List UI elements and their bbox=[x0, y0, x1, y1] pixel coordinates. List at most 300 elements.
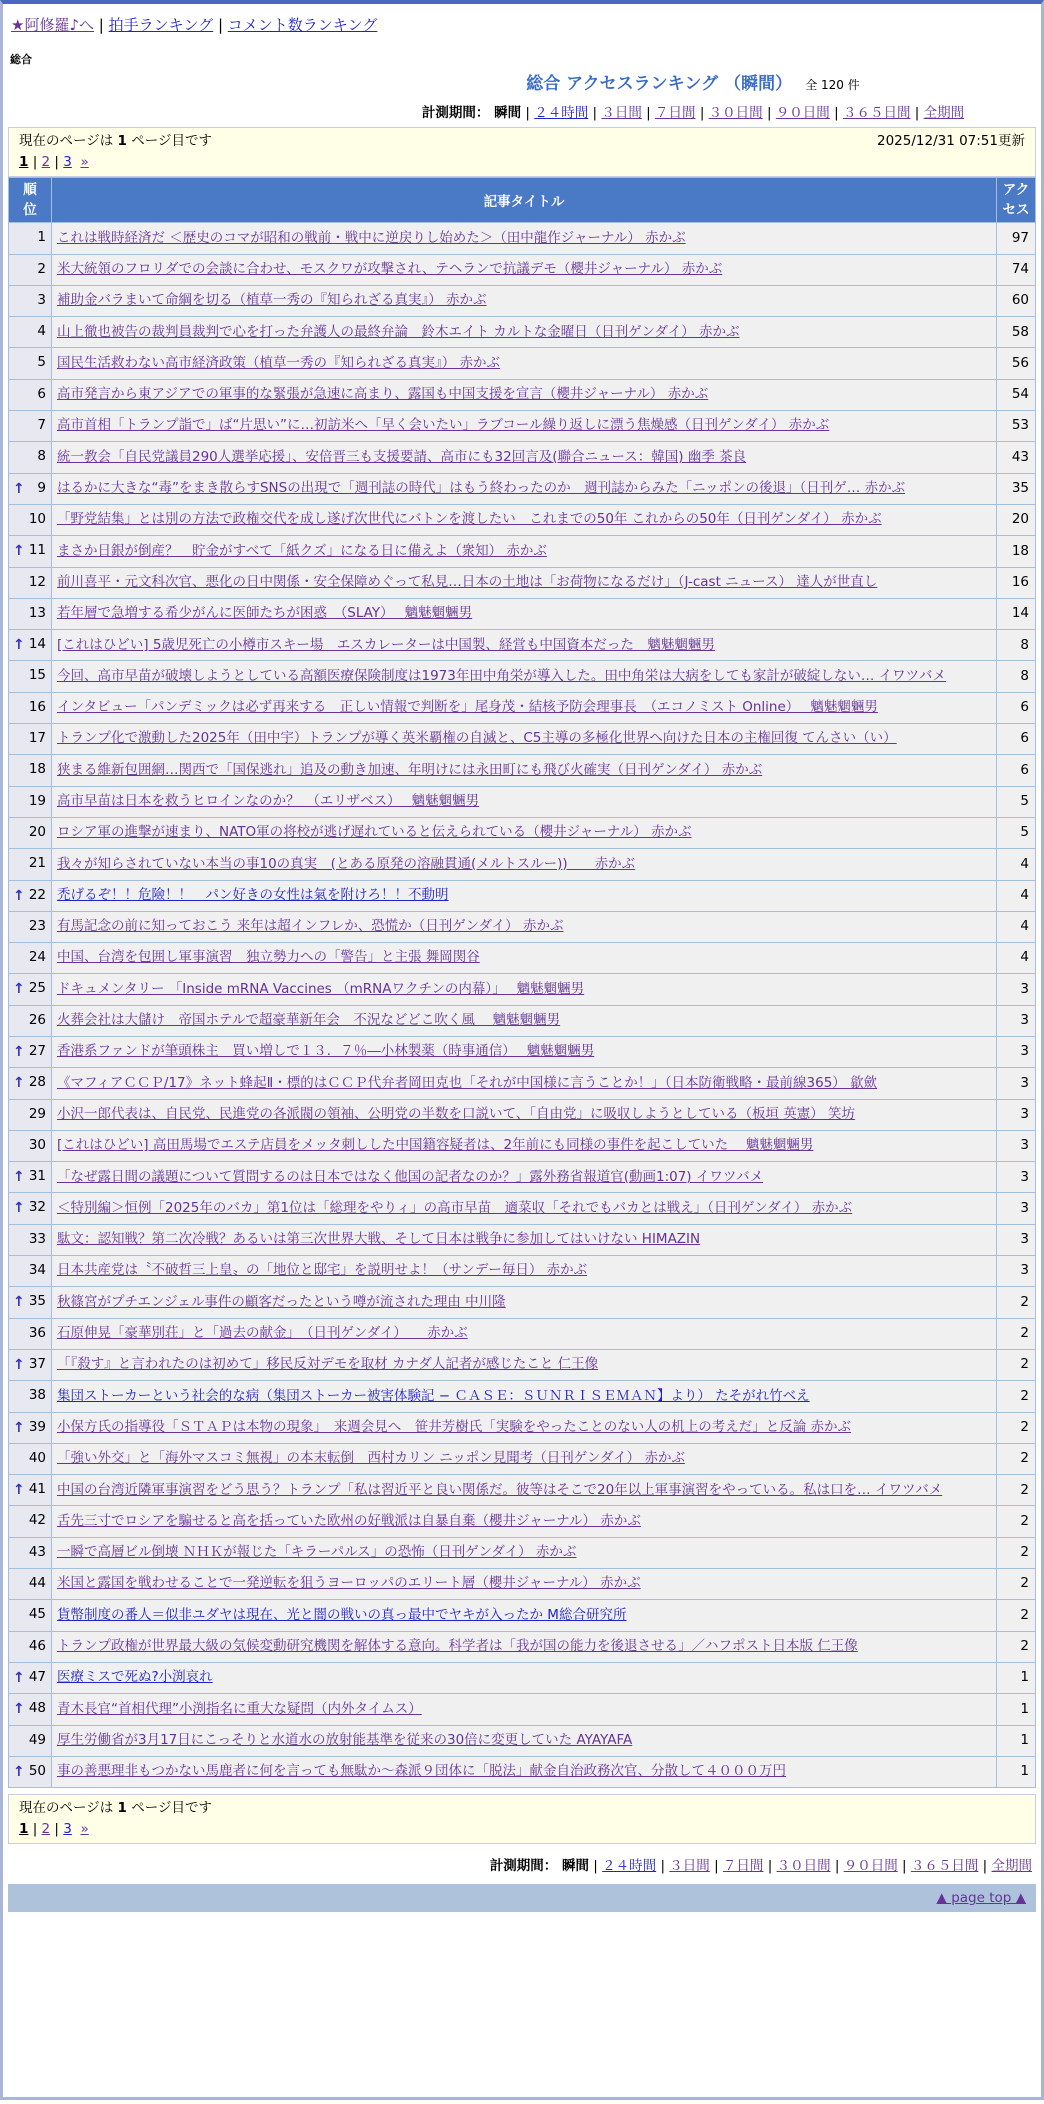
table-row bbox=[9, 1037, 1036, 1068]
rank-number: 36 bbox=[28, 1324, 46, 1341]
page-info-box-bottom bbox=[8, 1794, 1036, 1844]
table-row bbox=[9, 1068, 1036, 1099]
table-row bbox=[9, 1569, 1036, 1600]
table-row bbox=[9, 661, 1036, 692]
access-count: 3 bbox=[997, 1037, 1036, 1068]
rank-number: 17 bbox=[28, 730, 46, 747]
pagination-page-link[interactable]: » bbox=[80, 1821, 89, 1838]
rank-cell bbox=[9, 1224, 52, 1255]
rank-number: 41 bbox=[28, 1481, 46, 1498]
table-row bbox=[9, 692, 1036, 723]
article-title-link[interactable]: これは戦時経済だ ＜歴史のコマが昭和の戦前・戦中に逆戻りし始めた＞（田中龍作ジャーナル） 赤かぶ bbox=[57, 229, 686, 246]
access-count: 43 bbox=[997, 442, 1036, 473]
rank-cell bbox=[9, 1506, 52, 1537]
rank-number: 46 bbox=[28, 1637, 46, 1654]
pagination-page-link[interactable]: » bbox=[80, 153, 89, 170]
rank-cell bbox=[9, 817, 52, 848]
rank-up-icon: ↑ bbox=[13, 480, 25, 497]
title-cell bbox=[52, 348, 997, 379]
article-title-link[interactable]: 貨幣制度の番人＝似非ユダヤは現在、光と闇の戦いの真っ最中でヤキが入ったか M総合研究所 bbox=[57, 1606, 627, 1623]
article-title-link[interactable]: トランプ政権が世界最大級の気候変動研究機関を解体する意向。科学者は「我が国の能力を後退させる」／ハフポスト日本版 仁王像 bbox=[57, 1638, 858, 1654]
rank-cell bbox=[9, 1631, 52, 1662]
rank-up-icon: ↑ bbox=[13, 1669, 25, 1686]
table-row bbox=[9, 1662, 1036, 1693]
title-cell bbox=[52, 1506, 997, 1537]
article-title-link[interactable]: 「強い外交」と「海外マスコミ無視」の本末転倒 西村カリン ニッポン見聞考（日刊ゲンダイ） 赤かぶ bbox=[57, 1450, 685, 1467]
pagination-page-link[interactable]: 3 bbox=[63, 153, 72, 170]
access-count: 60 bbox=[997, 285, 1036, 316]
article-title-link[interactable]: 米大統領のフロリダでの会談に合わせ、モスクワが攻撃され、テヘランで抗議デモ（櫻井ジャーナル） 赤かぶ bbox=[57, 260, 723, 277]
title-cell bbox=[52, 536, 997, 567]
separator: | bbox=[978, 1857, 992, 1874]
access-count: 1 bbox=[997, 1694, 1036, 1725]
rank-up-icon: ↑ bbox=[13, 543, 25, 560]
rank-up-icon: ↑ bbox=[13, 1701, 25, 1718]
title-cell bbox=[52, 1099, 997, 1130]
period-link[interactable]: ３６５日間 bbox=[910, 1857, 979, 1874]
article-title-link[interactable]: はるかに大きな“毒”をまき散らすSNSの出現で「週刊誌の時代」はもう終わったのか 週刊誌からみた「ニッポンの後退」（日刊ゲ… 赤かぶ bbox=[57, 480, 906, 497]
article-title-link[interactable]: 集団ストーカーという社会的な病（集団ストーカー被害体験記 − ＣＡＳＥ：ＳＵＮＲＩＳＥＭＡＮ】より） たそがれ竹ベえ bbox=[57, 1387, 810, 1404]
title-cell bbox=[52, 1005, 997, 1036]
table-row bbox=[9, 1475, 1036, 1506]
rank-number: 20 bbox=[28, 823, 46, 840]
period-link[interactable]: 全期間 bbox=[923, 105, 965, 121]
rank-number: 37 bbox=[28, 1355, 46, 1372]
article-title-link[interactable]: 事の善悪理非もつかない馬鹿者に何を言っても無駄か〜森派９団体に「脱法」献金自治政務次官、分散して４０００万円 bbox=[57, 1763, 786, 1780]
separator: | bbox=[656, 1857, 670, 1874]
separator: | bbox=[829, 105, 843, 121]
rank-cell bbox=[9, 1318, 52, 1349]
rank-number: 11 bbox=[28, 542, 46, 559]
article-title-link[interactable]: 高市早苗は日本を救うヒロインなのか？ （エリザベス） 魑魅魍魎男 bbox=[57, 792, 480, 809]
access-count: 56 bbox=[997, 348, 1036, 379]
article-title-link[interactable]: ドキュメンタリー 「Inside mRNA Vaccines （mRNAワクチンの内幕）」 魑魅魍魎男 bbox=[57, 980, 585, 997]
access-count: 3 bbox=[997, 1068, 1036, 1099]
table-row bbox=[9, 974, 1036, 1005]
rank-number: 13 bbox=[28, 604, 46, 621]
title-cell bbox=[52, 1756, 997, 1787]
article-title-link[interactable]: ＜特別編＞恒例「2025年のバカ」第1位は「総理をやりィ」の高市早苗 適菜収「それでもバカとは戦え」（日刊ゲンダイ） 赤かぶ bbox=[57, 1199, 853, 1216]
title-cell bbox=[52, 1412, 997, 1443]
period-link[interactable]: ３日間 bbox=[669, 1857, 710, 1874]
article-title-link[interactable]: 医療ミスで死ぬ?小渕哀れ bbox=[57, 1669, 213, 1686]
current-period: 瞬間 bbox=[494, 105, 522, 121]
rank-number: 27 bbox=[28, 1043, 46, 1059]
period-label: 計測期間： bbox=[489, 1857, 563, 1874]
table-row bbox=[9, 1349, 1036, 1380]
rank-number: 21 bbox=[28, 855, 46, 872]
table-row bbox=[9, 724, 1036, 755]
title-cell bbox=[52, 379, 997, 410]
rank-number: 24 bbox=[28, 949, 46, 966]
table-row bbox=[9, 442, 1036, 473]
table-row bbox=[9, 285, 1036, 316]
access-count: 74 bbox=[997, 254, 1036, 285]
article-title-link[interactable]: ロシア軍の進撃が速まり、NATO軍の将校が逃げ遅れていると伝えられている（櫻井ジャーナル） 赤かぶ bbox=[57, 824, 692, 841]
article-title-link[interactable]: 厚生労働省が3月17日にこっそりと水道水の放射能基準を従来の30倍に変更していた AYAYAFA bbox=[57, 1731, 633, 1748]
article-title-link[interactable]: 石原伸晃「豪華別荘」と「過去の献金」 （日刊ゲンダイ） 赤かぶ bbox=[57, 1325, 468, 1342]
rank-cell bbox=[9, 223, 52, 254]
rank-up-icon: ↑ bbox=[13, 981, 25, 998]
table-row bbox=[9, 1725, 1036, 1756]
article-title-link[interactable]: 駄文：認知戦？第二次冷戦？あるいは第三次世界大戦、そして日本は戦争に参加してはいけない HIMAZIN bbox=[57, 1231, 701, 1248]
pagination-bottom bbox=[19, 1820, 1025, 1839]
rank-cell bbox=[9, 880, 52, 911]
updated-timestamp: 2025/12/31 07:51更新 bbox=[876, 133, 1025, 149]
rank-number: 31 bbox=[28, 1168, 46, 1185]
rank-cell bbox=[9, 254, 52, 285]
rank-cell bbox=[9, 911, 52, 942]
title-cell bbox=[52, 911, 997, 942]
rank-up-icon: ↑ bbox=[13, 1482, 25, 1499]
rank-number: 14 bbox=[28, 636, 46, 653]
pagination-page-link[interactable]: 2 bbox=[41, 1821, 51, 1838]
table-row bbox=[9, 379, 1036, 410]
access-count: 3 bbox=[997, 1162, 1036, 1193]
article-title-link[interactable]: 米国と露国を戦わせることで一発逆転を狙うヨーロッパのエリート層（櫻井ジャーナル） 赤かぶ bbox=[57, 1575, 641, 1592]
rank-number: 5 bbox=[37, 354, 46, 371]
title-cell bbox=[52, 1443, 997, 1474]
total-count: 全 120 件 bbox=[805, 78, 860, 92]
separator: | bbox=[28, 153, 42, 170]
title-cell bbox=[52, 411, 997, 442]
article-title-link[interactable]: 秋篠宮がプチエンジェル事件の顧客だったという噂が流された理由 中川隆 bbox=[57, 1293, 506, 1310]
separator: | bbox=[28, 1821, 42, 1838]
rank-cell bbox=[9, 755, 52, 786]
table-row bbox=[9, 1412, 1036, 1443]
article-title-link[interactable]: 青木長官“首相代理”小渕指名に重大な疑問（内外タイムス） bbox=[57, 1700, 422, 1717]
access-count: 3 bbox=[997, 1224, 1036, 1255]
rank-cell bbox=[9, 1099, 52, 1130]
article-title-link[interactable]: 山上徹也被告の裁判員裁判で心を打った弁護人の最終弁論 鈴木エイト カルトな金曜日（日刊ゲンダイ） 赤かぶ bbox=[57, 323, 740, 340]
rank-number: 48 bbox=[28, 1700, 46, 1717]
table-row bbox=[9, 1162, 1036, 1193]
rank-cell bbox=[9, 504, 52, 535]
separator: | bbox=[762, 105, 776, 121]
access-count: 2 bbox=[997, 1475, 1036, 1506]
title-cell bbox=[52, 630, 997, 661]
access-count: 8 bbox=[997, 630, 1036, 661]
rank-cell bbox=[9, 1756, 52, 1787]
period-link[interactable]: ３日間 bbox=[601, 105, 642, 121]
table-row bbox=[9, 1318, 1036, 1349]
access-count: 97 bbox=[997, 223, 1036, 254]
title-cell bbox=[52, 1130, 997, 1161]
article-title-link[interactable]: [これはひどい] 5歳児死亡の小樽市スキー場 エスカレーターは中国製、経営も中国資本だった 魑魅魍魎男 bbox=[57, 636, 715, 653]
access-count: 16 bbox=[997, 567, 1036, 598]
pagination-current-page: 1 bbox=[19, 153, 29, 170]
access-count: 2 bbox=[997, 1443, 1036, 1474]
article-title-link[interactable]: 禿げるぞ！！危險！！ パン好きの女性は氣を附けろ！！不動明 bbox=[57, 886, 449, 903]
separator: | bbox=[709, 1857, 723, 1874]
page-top-link[interactable]: ▲ page top ▲ bbox=[936, 1889, 1026, 1906]
rank-number: 8 bbox=[37, 448, 46, 465]
table-row bbox=[9, 1756, 1036, 1787]
rank-cell bbox=[9, 379, 52, 410]
access-count: 58 bbox=[997, 317, 1036, 348]
pagination-page-link[interactable]: 2 bbox=[41, 153, 51, 170]
title-cell bbox=[52, 598, 997, 629]
table-row bbox=[9, 755, 1036, 786]
article-title-link[interactable]: 今回、高市早苗が破壊しようとしている高額医療保険制度は1973年田中角栄が導入した。田中角栄は大病をしても家計が破綻しない… イワツバメ bbox=[57, 667, 946, 684]
title-cell bbox=[52, 755, 997, 786]
page-title: 総合 アクセスランキング （瞬間） bbox=[526, 74, 793, 94]
title-cell bbox=[52, 1662, 997, 1693]
access-count: 5 bbox=[997, 786, 1036, 817]
rank-cell bbox=[9, 1694, 52, 1725]
rank-number: 38 bbox=[28, 1387, 46, 1404]
article-title-link[interactable]: 小保方氏の指導役「ＳＴＡＰは本物の現象」 来週会見へ 笹井芳樹氏「実験をやったことのない人の机上の考えだ」と反論 赤かぶ bbox=[57, 1418, 852, 1435]
title-cell bbox=[52, 1569, 997, 1600]
table-row bbox=[9, 254, 1036, 285]
title-cell bbox=[52, 817, 997, 848]
table-row bbox=[9, 473, 1036, 504]
pagination-page-link[interactable]: 3 bbox=[63, 1821, 72, 1838]
title-cell bbox=[52, 1537, 997, 1568]
rank-cell bbox=[9, 630, 52, 661]
period-link[interactable]: ３０日間 bbox=[776, 1857, 831, 1874]
article-title-link[interactable]: 補助金バラまいて命綱を切る（植草一秀の『知られざる真実』） 赤かぶ bbox=[57, 292, 487, 309]
period-selector-top bbox=[358, 101, 1028, 121]
period-link[interactable]: ２４時間 bbox=[602, 1857, 657, 1874]
rank-cell bbox=[9, 1256, 52, 1287]
article-title-link[interactable]: インタビュー「パンデミックは必ず再来する 正しい情報で判断を」尾身茂・結核予防会理事長 （エコノミスト Online） 魑魅魍魎男 bbox=[57, 699, 878, 716]
access-count: 2 bbox=[997, 1600, 1036, 1631]
article-title-link[interactable]: 舌先三寸でロシアを騙せると高を括っていた欧州の好戦派は自暴自棄（櫻井ジャーナル） 赤かぶ bbox=[57, 1512, 641, 1529]
article-title-link[interactable]: 「野党結集」とは別の方法で政権交代を成し遂げ次世代にバトンを渡したい これまでの50年 これからの50年（日刊ゲンダイ） 赤かぶ bbox=[57, 511, 882, 528]
period-link[interactable]: ７日間 bbox=[722, 1857, 764, 1874]
current-period: 瞬間 bbox=[562, 1857, 590, 1874]
table-row bbox=[9, 1537, 1036, 1568]
separator: | bbox=[50, 153, 64, 170]
separator: | bbox=[830, 1857, 844, 1874]
period-link[interactable]: ２４時間 bbox=[534, 105, 589, 121]
title-cell bbox=[52, 724, 997, 755]
table-row bbox=[9, 1694, 1036, 1725]
title-cell bbox=[52, 1193, 997, 1224]
title-cell bbox=[52, 1725, 997, 1756]
article-title-link[interactable]: 火葬会社は大儲け 帝国ホテルで超豪華新年会 不況などどこ吹く風 魑魅魍魎男 bbox=[57, 1012, 561, 1029]
rank-cell bbox=[9, 1349, 52, 1380]
title-cell bbox=[52, 1318, 997, 1349]
article-title-link[interactable]: 一瞬で高層ビル倒壊 ＮＨＫが報じた「キラーパルス」の恐怖（日刊ゲンダイ） 赤かぶ bbox=[57, 1544, 577, 1561]
rank-number: 44 bbox=[28, 1575, 46, 1592]
article-title-link[interactable]: 香港系ファンドが筆頭株主 買い増しで１３．７％―小林製薬（時事通信） 魑魅魍魎男 bbox=[57, 1043, 595, 1060]
separator: | bbox=[94, 16, 109, 34]
separator: | bbox=[763, 1857, 777, 1874]
rank-cell bbox=[9, 1037, 52, 1068]
rank-cell bbox=[9, 473, 52, 504]
rank-number: 10 bbox=[28, 510, 46, 527]
table-row bbox=[9, 1005, 1036, 1036]
title-cell bbox=[52, 1037, 997, 1068]
rank-number: 32 bbox=[28, 1199, 46, 1216]
title-cell bbox=[52, 223, 997, 254]
rank-cell bbox=[9, 943, 52, 974]
article-title-link[interactable]: まさか日銀が倒産？ 貯金がすべて「紙クズ」になる日に備えよ（衆知） 赤かぶ bbox=[57, 542, 547, 559]
rank-number: 15 bbox=[28, 667, 46, 684]
title-cell bbox=[52, 1694, 997, 1725]
period-link[interactable]: ３６５日間 bbox=[842, 105, 911, 121]
separator: | bbox=[910, 105, 924, 121]
title-cell bbox=[52, 254, 997, 285]
article-title-link[interactable]: 「なぜ露日間の議題について質問するのは日本ではなく他国の記者なのか？」露外務省報道官(動画1:07) イワツバメ bbox=[57, 1168, 764, 1185]
access-count: 3 bbox=[997, 1099, 1036, 1130]
pagination-current-page: 1 bbox=[19, 1821, 29, 1838]
separator: | bbox=[695, 105, 709, 121]
separator: | bbox=[897, 1857, 911, 1874]
title-cell bbox=[52, 1600, 997, 1631]
article-title-link[interactable]: 我々が知らされていない本当の事10の真実 (とある原発の溶融貫通(メルトスルー)) 赤かぶ bbox=[57, 855, 636, 872]
article-title-link[interactable]: 前川喜平・元文科次官、悪化の日中関係・安全保障めぐって私見…日本の土地は「お荷物になるだけ」（J-cast ニュース） 達人が世直し bbox=[57, 573, 878, 590]
title-cell bbox=[52, 692, 997, 723]
table-row bbox=[9, 849, 1036, 880]
period-link[interactable]: ３０日間 bbox=[708, 105, 763, 121]
page-top-bar bbox=[8, 1884, 1036, 1912]
rank-cell bbox=[9, 285, 52, 316]
table-row bbox=[9, 1443, 1036, 1474]
nav-link[interactable]: 拍手ランキング bbox=[108, 16, 214, 34]
article-title-link[interactable]: 小沢一郎代表は、自民党、民進党の各派閥の領袖、公明党の半数を口説いて、「自由党」に吸収しようとしている（板垣 英憲） 笑坊 bbox=[57, 1105, 856, 1122]
column-header-rank: 順位 bbox=[9, 177, 52, 223]
title-cell bbox=[52, 1162, 997, 1193]
rank-number: 33 bbox=[28, 1230, 46, 1247]
title-cell bbox=[52, 442, 997, 473]
rank-cell bbox=[9, 1475, 52, 1506]
rank-cell bbox=[9, 567, 52, 598]
article-title-link[interactable]: 《マフィアＣＣＰ/17》ネット蜂起Ⅱ・標的はＣＣＰ代弁者岡田克也「それが中国様に言うことか！」（日本防衛戦略・最前線365） 歙歛 bbox=[57, 1074, 878, 1091]
period-link[interactable]: ７日間 bbox=[655, 105, 696, 121]
table-row bbox=[9, 1287, 1036, 1318]
pagination-top bbox=[19, 153, 1025, 172]
title-cell bbox=[52, 849, 997, 880]
rank-cell bbox=[9, 598, 52, 629]
article-title-link[interactable]: 狭まる維新包囲網…関西で「国保逃れ」追及の動き加速、年明けには永田町にも飛び火確実（日刊ゲンダイ） 赤かぶ bbox=[57, 761, 763, 778]
table-row bbox=[9, 1506, 1036, 1537]
access-count: 3 bbox=[997, 1256, 1036, 1287]
table-row bbox=[9, 1631, 1036, 1662]
table-row bbox=[9, 1130, 1036, 1161]
table-row bbox=[9, 504, 1036, 535]
nav-link[interactable]: ★阿修羅♪へ bbox=[11, 16, 95, 34]
title-cell bbox=[52, 567, 997, 598]
rank-number: 19 bbox=[28, 792, 46, 809]
separator: | bbox=[588, 105, 602, 121]
top-navigation bbox=[8, 10, 1036, 41]
access-count: 54 bbox=[997, 379, 1036, 410]
access-count: 4 bbox=[997, 849, 1036, 880]
rank-cell bbox=[9, 661, 52, 692]
rank-number: 50 bbox=[28, 1762, 46, 1779]
rank-number: 34 bbox=[28, 1262, 46, 1279]
access-count: 2 bbox=[997, 1506, 1036, 1537]
access-count: 2 bbox=[997, 1318, 1036, 1349]
period-link[interactable]: ９０日間 bbox=[775, 105, 830, 121]
rank-number: 4 bbox=[37, 323, 46, 340]
period-link[interactable]: ９０日間 bbox=[843, 1857, 898, 1874]
article-title-link[interactable]: 若年層で急増する希少がんに医師たちが困惑 （SLAY） 魑魅魍魎男 bbox=[57, 605, 473, 622]
rank-number: 3 bbox=[37, 291, 46, 308]
table-row bbox=[9, 1099, 1036, 1130]
article-title-link[interactable]: 中国、台湾を包囲し軍事演習 独立勢力への「警告」と主張 舞岡関谷 bbox=[57, 949, 480, 966]
separator: | bbox=[213, 16, 228, 34]
rank-cell bbox=[9, 1537, 52, 1568]
table-row bbox=[9, 317, 1036, 348]
table-row bbox=[9, 348, 1036, 379]
rank-number: 40 bbox=[28, 1449, 46, 1466]
article-title-link[interactable]: [これはひどい] 高田馬場でエステ店員をメッタ刺しした中国籍容疑者は、2年前にも同様の事件を起こしていた 魑魅魍魎男 bbox=[57, 1137, 814, 1154]
rank-cell bbox=[9, 786, 52, 817]
table-row bbox=[9, 1600, 1036, 1631]
rank-cell bbox=[9, 442, 52, 473]
rank-cell bbox=[9, 724, 52, 755]
rank-up-icon: ↑ bbox=[13, 1419, 25, 1436]
rank-cell bbox=[9, 411, 52, 442]
rank-number: 7 bbox=[37, 417, 46, 434]
article-title-link[interactable]: 国民生活救わない高市経済政策（植草一秀の『知られざる真実』） 赤かぶ bbox=[57, 354, 501, 371]
access-count: 2 bbox=[997, 1412, 1036, 1443]
rank-number: 25 bbox=[28, 980, 46, 997]
column-header-access: アクセス bbox=[997, 177, 1036, 223]
rank-cell bbox=[9, 1162, 52, 1193]
rank-up-icon: ↑ bbox=[13, 887, 25, 904]
access-count: 3 bbox=[997, 974, 1036, 1005]
table-row bbox=[9, 943, 1036, 974]
table-row bbox=[9, 630, 1036, 661]
title-cell bbox=[52, 1631, 997, 1662]
title-cell bbox=[52, 1475, 997, 1506]
period-link[interactable]: 全期間 bbox=[991, 1857, 1032, 1874]
table-row bbox=[9, 880, 1036, 911]
rank-number: 23 bbox=[28, 917, 46, 934]
access-count: 53 bbox=[997, 411, 1036, 442]
access-count: 6 bbox=[997, 755, 1036, 786]
article-title-link[interactable]: トランプ化で激動した2025年（田中宇）トランプが導く英米覇権の自滅と、C5主導の多極化世界へ向けた日本の主権回復 てんさい（い） bbox=[57, 730, 897, 747]
table-row bbox=[9, 786, 1036, 817]
nav-link[interactable]: コメント数ランキング bbox=[227, 16, 378, 34]
rank-cell bbox=[9, 692, 52, 723]
table-row bbox=[9, 1224, 1036, 1255]
article-title-link[interactable]: 中国の台湾近隣軍事演習をどう思う？トランプ「私は習近平と良い関係だ。彼等はそこで20年以上軍事演習をやっている。私は口を… イワツバメ bbox=[57, 1481, 943, 1498]
rank-cell bbox=[9, 1569, 52, 1600]
article-title-link[interactable]: 統一教会「自民党議員290人選挙応援」、安倍晋三も支援要請、高市にも32回言及(聯合ニュース：韓国) 幽季 茶良 bbox=[57, 448, 747, 465]
rank-cell bbox=[9, 1287, 52, 1318]
period-selector-bottom bbox=[8, 1854, 1032, 1874]
article-title-link[interactable]: 日本共産党は〝不破哲三上皇〟の「地位と邸宅」を説明せよ！（サンデー毎日） 赤かぶ bbox=[57, 1262, 588, 1279]
title-cell bbox=[52, 880, 997, 911]
separator: | bbox=[50, 1821, 64, 1838]
access-count: 3 bbox=[997, 1005, 1036, 1036]
ranking-header bbox=[358, 69, 1028, 121]
rank-cell bbox=[9, 974, 52, 1005]
table-row bbox=[9, 1256, 1036, 1287]
rank-number: 30 bbox=[28, 1136, 46, 1153]
article-title-link[interactable]: 高市首相「トランプ詣で」ば“片思い”に…初訪米へ「早く会いたい」ラブコール繰り返しに漂う焦燥感（日刊ゲンダイ） 赤かぶ bbox=[57, 417, 830, 434]
title-cell bbox=[52, 1381, 997, 1412]
title-cell bbox=[52, 285, 997, 316]
rank-number: 43 bbox=[28, 1543, 46, 1560]
access-count: 4 bbox=[997, 880, 1036, 911]
article-title-link[interactable]: 「『殺す』と言われたのは初めて」移民反対デモを取材 カナダ人記者が感じたこと 仁王像 bbox=[57, 1356, 599, 1373]
table-row bbox=[9, 911, 1036, 942]
current-page-note: 現在のページは 1 ページ目です bbox=[19, 133, 212, 149]
rank-number: 2 bbox=[37, 260, 46, 277]
article-title-link[interactable]: 高市発言から東アジアでの軍事的な緊張が急速に高まり、露国も中国支援を宣言（櫻井ジャーナル） 赤かぶ bbox=[57, 386, 709, 403]
table-row bbox=[9, 411, 1036, 442]
article-title-link[interactable]: 有馬記念の前に知っておこう 来年は超インフレか、恐慌か（日刊ゲンダイ） 赤かぶ bbox=[57, 918, 564, 935]
title-cell bbox=[52, 1287, 997, 1318]
rank-cell bbox=[9, 317, 52, 348]
